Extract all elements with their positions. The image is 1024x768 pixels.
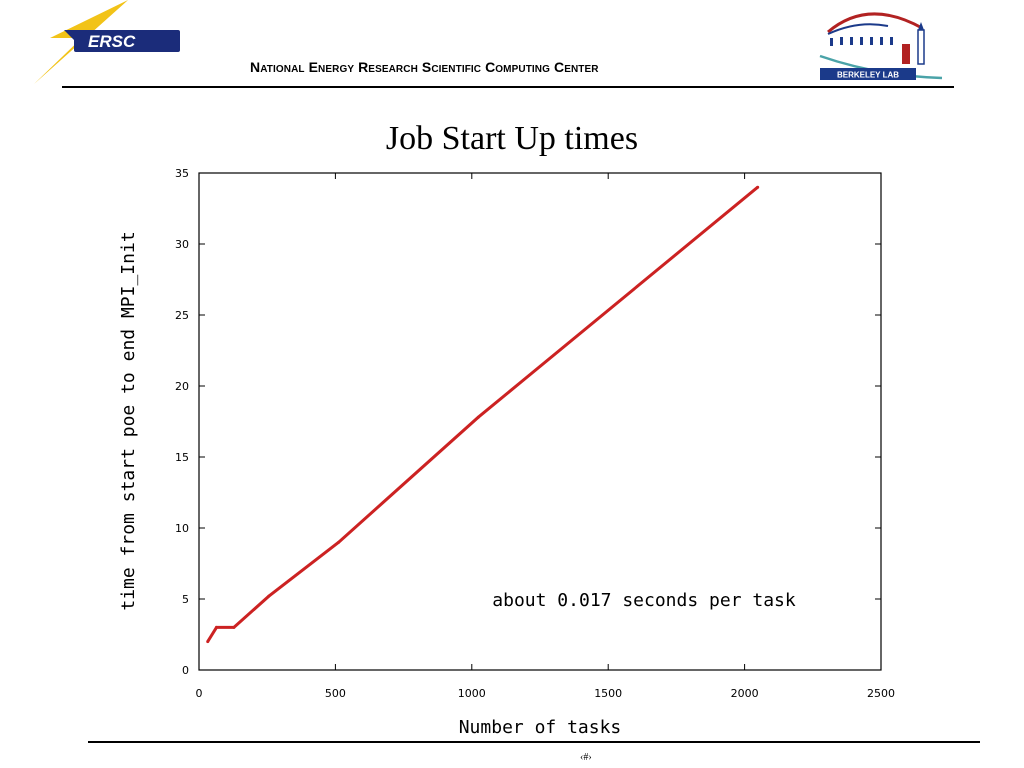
y-tick-label: 10 xyxy=(175,522,189,535)
data-point xyxy=(477,416,480,419)
y-axis-label: time from start poe to end MPI_Init xyxy=(118,231,139,611)
data-point xyxy=(232,626,235,629)
x-tick-label: 2500 xyxy=(867,687,895,700)
x-tick-label: 0 xyxy=(195,687,203,700)
y-tick-label: 20 xyxy=(175,380,189,393)
x-tick-label: 500 xyxy=(324,687,346,700)
nersc-logo-text: ERSC xyxy=(88,32,136,51)
y-tick-label: 5 xyxy=(182,593,189,606)
x-axis xyxy=(196,173,896,700)
data-point xyxy=(267,595,270,598)
data-point xyxy=(206,640,209,643)
data-point xyxy=(215,626,218,629)
y-tick-label: 25 xyxy=(175,309,189,322)
footer-divider xyxy=(88,741,980,743)
x-axis-label: Number of tasks xyxy=(458,717,622,738)
page-number: ‹#› xyxy=(580,752,592,763)
y-tick-label: 15 xyxy=(175,451,189,464)
header-title: National Energy Research Scientific Computing Center xyxy=(250,59,599,75)
x-tick-label: 1500 xyxy=(594,687,623,700)
x-tick-label: 2000 xyxy=(730,687,759,700)
data-point xyxy=(337,541,340,544)
series-line xyxy=(208,187,758,641)
data-point xyxy=(756,186,759,189)
chart-annotation: about 0.017 seconds per task xyxy=(492,590,796,611)
berkeley-logo-text: BERKELEY LAB xyxy=(836,70,900,80)
y-tick-label: 30 xyxy=(175,238,189,251)
y-tick-label: 35 xyxy=(175,167,189,180)
x-tick-label: 1000 xyxy=(457,687,486,700)
slide-title: Job Start Up times xyxy=(385,120,639,157)
y-tick-label: 0 xyxy=(182,664,189,677)
